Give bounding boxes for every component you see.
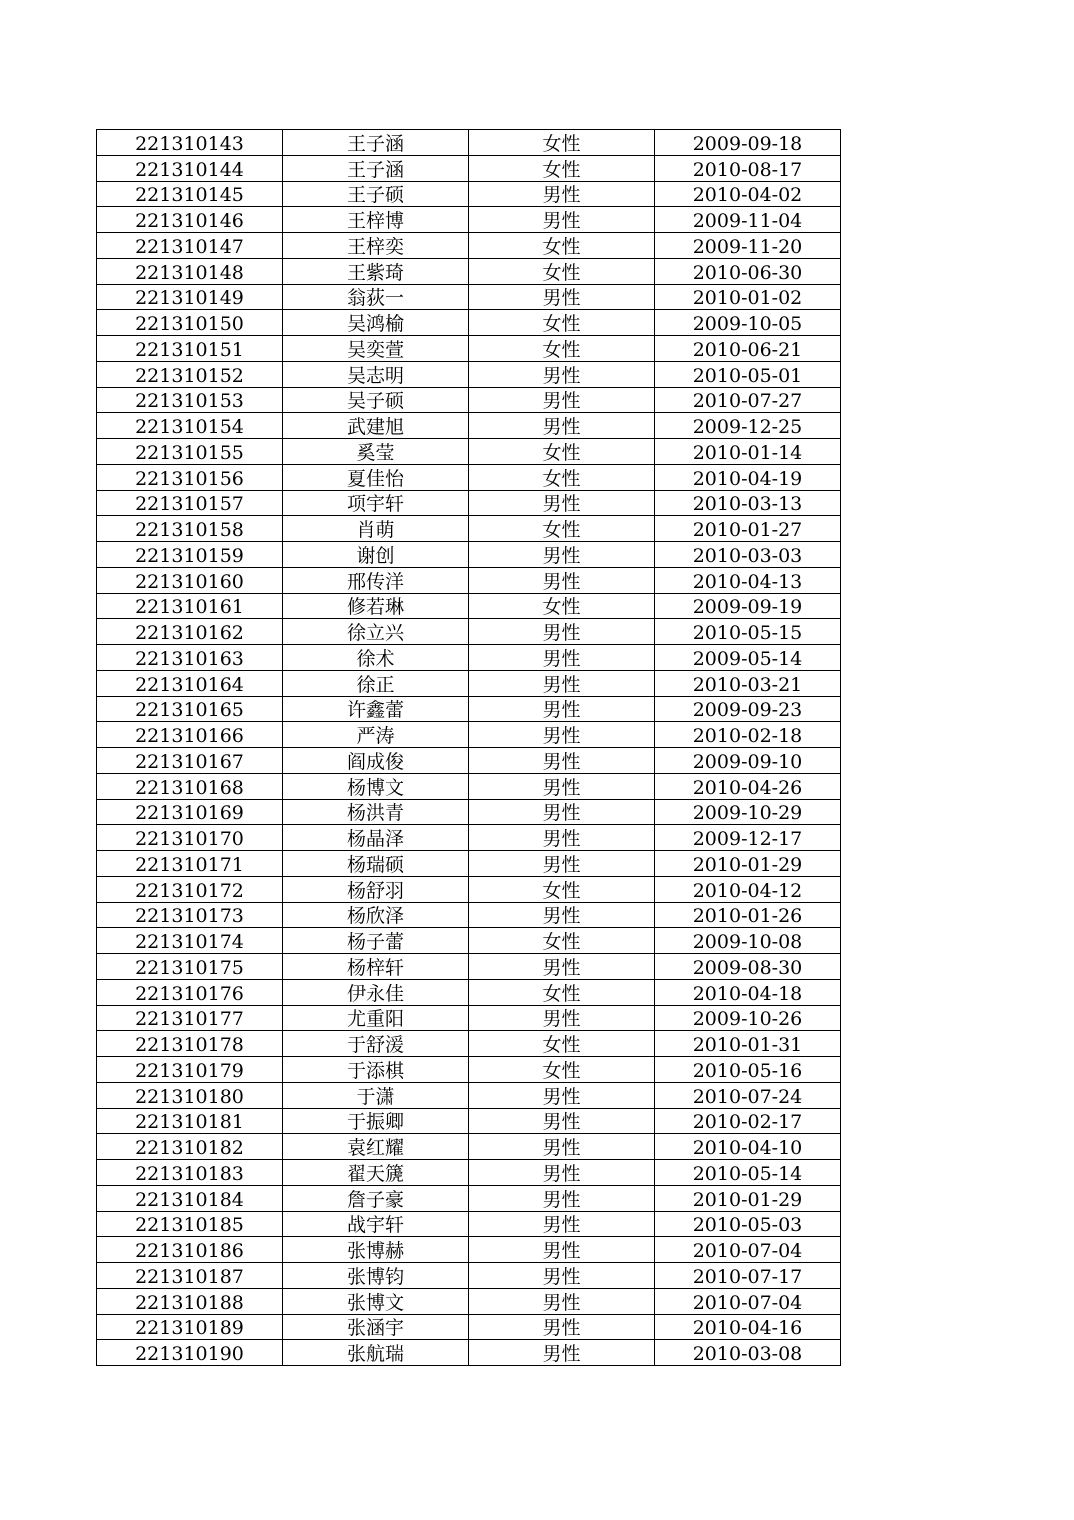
gender-cell: 女性 bbox=[469, 1057, 655, 1083]
birth-date-cell: 2010-04-10 bbox=[655, 1134, 841, 1160]
table-row bbox=[97, 1288, 841, 1314]
table-row bbox=[97, 748, 841, 774]
student-name-cell: 翁荻一 bbox=[283, 284, 469, 310]
birth-date-cell: 2010-02-18 bbox=[655, 722, 841, 748]
student-name-cell: 肖萌 bbox=[283, 516, 469, 542]
gender-cell: 男性 bbox=[469, 851, 655, 877]
table-row bbox=[97, 310, 841, 336]
table-row bbox=[97, 1005, 841, 1031]
birth-date-cell: 2009-10-05 bbox=[655, 310, 841, 336]
table-row bbox=[97, 207, 841, 233]
student-id-cell: 221310171 bbox=[97, 851, 283, 877]
student-name-cell: 于添棋 bbox=[283, 1057, 469, 1083]
table-row bbox=[97, 516, 841, 542]
birth-date-cell: 2009-05-14 bbox=[655, 645, 841, 671]
student-name-cell: 徐术 bbox=[283, 645, 469, 671]
birth-date-cell: 2010-07-24 bbox=[655, 1082, 841, 1108]
student-name-cell: 杨博文 bbox=[283, 773, 469, 799]
gender-cell: 女性 bbox=[469, 979, 655, 1005]
student-id-cell: 221310147 bbox=[97, 233, 283, 259]
student-name-cell: 奚莹 bbox=[283, 439, 469, 465]
student-name-cell: 王子涵 bbox=[283, 155, 469, 181]
birth-date-cell: 2009-11-04 bbox=[655, 207, 841, 233]
student-name-cell: 杨晶泽 bbox=[283, 825, 469, 851]
student-name-cell: 吴子硕 bbox=[283, 387, 469, 413]
student-name-cell: 王子涵 bbox=[283, 130, 469, 156]
birth-date-cell: 2009-10-26 bbox=[655, 1005, 841, 1031]
student-table bbox=[96, 129, 841, 1366]
gender-cell: 女性 bbox=[469, 928, 655, 954]
student-name-cell: 张航瑞 bbox=[283, 1340, 469, 1366]
gender-cell: 男性 bbox=[469, 619, 655, 645]
student-name-cell: 邢传洋 bbox=[283, 567, 469, 593]
birth-date-cell: 2010-03-08 bbox=[655, 1340, 841, 1366]
gender-cell: 女性 bbox=[469, 336, 655, 362]
student-name-cell: 王子硕 bbox=[283, 181, 469, 207]
birth-date-cell: 2009-08-30 bbox=[655, 954, 841, 980]
table-row bbox=[97, 696, 841, 722]
student-name-cell: 翟天篪 bbox=[283, 1160, 469, 1186]
student-id-cell: 221310184 bbox=[97, 1185, 283, 1211]
birth-date-cell: 2010-05-15 bbox=[655, 619, 841, 645]
table-row bbox=[97, 155, 841, 181]
gender-cell: 男性 bbox=[469, 1237, 655, 1263]
student-id-cell: 221310186 bbox=[97, 1237, 283, 1263]
birth-date-cell: 2009-09-19 bbox=[655, 593, 841, 619]
gender-cell: 男性 bbox=[469, 181, 655, 207]
student-name-cell: 谢创 bbox=[283, 542, 469, 568]
table-row bbox=[97, 1031, 841, 1057]
student-id-cell: 221310182 bbox=[97, 1134, 283, 1160]
gender-cell: 男性 bbox=[469, 1108, 655, 1134]
birth-date-cell: 2010-03-21 bbox=[655, 670, 841, 696]
student-name-cell: 武建旭 bbox=[283, 413, 469, 439]
student-name-cell: 王梓奕 bbox=[283, 233, 469, 259]
student-id-cell: 221310145 bbox=[97, 181, 283, 207]
table-row bbox=[97, 1263, 841, 1289]
student-id-cell: 221310170 bbox=[97, 825, 283, 851]
table-row bbox=[97, 464, 841, 490]
table-row bbox=[97, 645, 841, 671]
student-id-cell: 221310177 bbox=[97, 1005, 283, 1031]
student-id-cell: 221310179 bbox=[97, 1057, 283, 1083]
gender-cell: 男性 bbox=[469, 645, 655, 671]
birth-date-cell: 2009-10-29 bbox=[655, 799, 841, 825]
birth-date-cell: 2009-12-25 bbox=[655, 413, 841, 439]
student-name-cell: 杨欣泽 bbox=[283, 902, 469, 928]
gender-cell: 男性 bbox=[469, 1263, 655, 1289]
student-name-cell: 吴奕萱 bbox=[283, 336, 469, 362]
table-row bbox=[97, 387, 841, 413]
student-name-cell: 于潇 bbox=[283, 1082, 469, 1108]
student-table-body bbox=[97, 130, 841, 1366]
gender-cell: 男性 bbox=[469, 1314, 655, 1340]
student-name-cell: 张博文 bbox=[283, 1288, 469, 1314]
table-row bbox=[97, 902, 841, 928]
table-row bbox=[97, 336, 841, 362]
birth-date-cell: 2010-03-13 bbox=[655, 490, 841, 516]
birth-date-cell: 2010-07-04 bbox=[655, 1237, 841, 1263]
table-row bbox=[97, 1082, 841, 1108]
student-id-cell: 221310148 bbox=[97, 258, 283, 284]
student-name-cell: 杨子蕾 bbox=[283, 928, 469, 954]
gender-cell: 男性 bbox=[469, 413, 655, 439]
student-id-cell: 221310168 bbox=[97, 773, 283, 799]
birth-date-cell: 2010-07-17 bbox=[655, 1263, 841, 1289]
birth-date-cell: 2010-05-14 bbox=[655, 1160, 841, 1186]
student-id-cell: 221310149 bbox=[97, 284, 283, 310]
student-name-cell: 杨舒羽 bbox=[283, 876, 469, 902]
student-id-cell: 221310158 bbox=[97, 516, 283, 542]
student-name-cell: 张涵宇 bbox=[283, 1314, 469, 1340]
birth-date-cell: 2010-04-16 bbox=[655, 1314, 841, 1340]
student-name-cell: 杨梓轩 bbox=[283, 954, 469, 980]
gender-cell: 女性 bbox=[469, 1031, 655, 1057]
birth-date-cell: 2010-04-18 bbox=[655, 979, 841, 1005]
table-row bbox=[97, 593, 841, 619]
birth-date-cell: 2010-03-03 bbox=[655, 542, 841, 568]
student-id-cell: 221310173 bbox=[97, 902, 283, 928]
table-row bbox=[97, 567, 841, 593]
table-row bbox=[97, 542, 841, 568]
student-name-cell: 尤重阳 bbox=[283, 1005, 469, 1031]
table-row bbox=[97, 954, 841, 980]
gender-cell: 女性 bbox=[469, 155, 655, 181]
gender-cell: 男性 bbox=[469, 387, 655, 413]
table-row bbox=[97, 284, 841, 310]
student-id-cell: 221310165 bbox=[97, 696, 283, 722]
birth-date-cell: 2010-05-03 bbox=[655, 1211, 841, 1237]
student-id-cell: 221310163 bbox=[97, 645, 283, 671]
gender-cell: 男性 bbox=[469, 954, 655, 980]
table-row bbox=[97, 1237, 841, 1263]
birth-date-cell: 2010-01-27 bbox=[655, 516, 841, 542]
student-id-cell: 221310180 bbox=[97, 1082, 283, 1108]
gender-cell: 男性 bbox=[469, 1288, 655, 1314]
table-row bbox=[97, 1057, 841, 1083]
student-name-cell: 许鑫蕾 bbox=[283, 696, 469, 722]
gender-cell: 男性 bbox=[469, 1005, 655, 1031]
birth-date-cell: 2010-05-16 bbox=[655, 1057, 841, 1083]
student-id-cell: 221310151 bbox=[97, 336, 283, 362]
birth-date-cell: 2010-04-12 bbox=[655, 876, 841, 902]
birth-date-cell: 2010-06-21 bbox=[655, 336, 841, 362]
birth-date-cell: 2010-04-26 bbox=[655, 773, 841, 799]
table-row bbox=[97, 876, 841, 902]
student-name-cell: 夏佳怡 bbox=[283, 464, 469, 490]
student-id-cell: 221310156 bbox=[97, 464, 283, 490]
student-id-cell: 221310175 bbox=[97, 954, 283, 980]
table-row bbox=[97, 439, 841, 465]
table-row bbox=[97, 130, 841, 156]
student-id-cell: 221310143 bbox=[97, 130, 283, 156]
student-name-cell: 张博赫 bbox=[283, 1237, 469, 1263]
student-name-cell: 袁红耀 bbox=[283, 1134, 469, 1160]
table-row bbox=[97, 233, 841, 259]
birth-date-cell: 2010-04-19 bbox=[655, 464, 841, 490]
gender-cell: 女性 bbox=[469, 593, 655, 619]
student-name-cell: 于舒湲 bbox=[283, 1031, 469, 1057]
student-id-cell: 221310190 bbox=[97, 1340, 283, 1366]
birth-date-cell: 2010-01-14 bbox=[655, 439, 841, 465]
table-row bbox=[97, 1134, 841, 1160]
student-id-cell: 221310187 bbox=[97, 1263, 283, 1289]
student-id-cell: 221310155 bbox=[97, 439, 283, 465]
student-name-cell: 徐立兴 bbox=[283, 619, 469, 645]
table-row bbox=[97, 1211, 841, 1237]
birth-date-cell: 2010-07-27 bbox=[655, 387, 841, 413]
student-name-cell: 杨洪青 bbox=[283, 799, 469, 825]
student-name-cell: 战宇轩 bbox=[283, 1211, 469, 1237]
student-id-cell: 221310181 bbox=[97, 1108, 283, 1134]
gender-cell: 女性 bbox=[469, 464, 655, 490]
birth-date-cell: 2010-01-29 bbox=[655, 851, 841, 877]
table-row bbox=[97, 773, 841, 799]
table-row bbox=[97, 361, 841, 387]
student-id-cell: 221310169 bbox=[97, 799, 283, 825]
gender-cell: 男性 bbox=[469, 722, 655, 748]
table-row bbox=[97, 1108, 841, 1134]
table-row bbox=[97, 413, 841, 439]
student-name-cell: 詹子豪 bbox=[283, 1185, 469, 1211]
gender-cell: 女性 bbox=[469, 130, 655, 156]
student-id-cell: 221310146 bbox=[97, 207, 283, 233]
gender-cell: 男性 bbox=[469, 542, 655, 568]
student-id-cell: 221310162 bbox=[97, 619, 283, 645]
student-name-cell: 阎成俊 bbox=[283, 748, 469, 774]
table-row bbox=[97, 928, 841, 954]
gender-cell: 男性 bbox=[469, 1185, 655, 1211]
gender-cell: 女性 bbox=[469, 876, 655, 902]
gender-cell: 女性 bbox=[469, 516, 655, 542]
table-row bbox=[97, 490, 841, 516]
gender-cell: 男性 bbox=[469, 490, 655, 516]
birth-date-cell: 2010-02-17 bbox=[655, 1108, 841, 1134]
student-name-cell: 徐正 bbox=[283, 670, 469, 696]
student-id-cell: 221310153 bbox=[97, 387, 283, 413]
student-id-cell: 221310157 bbox=[97, 490, 283, 516]
student-name-cell: 王紫琦 bbox=[283, 258, 469, 284]
table-row bbox=[97, 851, 841, 877]
gender-cell: 男性 bbox=[469, 799, 655, 825]
gender-cell: 男性 bbox=[469, 1211, 655, 1237]
gender-cell: 男性 bbox=[469, 207, 655, 233]
gender-cell: 男性 bbox=[469, 1134, 655, 1160]
student-id-cell: 221310174 bbox=[97, 928, 283, 954]
birth-date-cell: 2010-01-31 bbox=[655, 1031, 841, 1057]
gender-cell: 男性 bbox=[469, 902, 655, 928]
gender-cell: 男性 bbox=[469, 825, 655, 851]
student-id-cell: 221310188 bbox=[97, 1288, 283, 1314]
student-id-cell: 221310178 bbox=[97, 1031, 283, 1057]
table-row bbox=[97, 258, 841, 284]
student-id-cell: 221310159 bbox=[97, 542, 283, 568]
gender-cell: 男性 bbox=[469, 1160, 655, 1186]
birth-date-cell: 2010-01-29 bbox=[655, 1185, 841, 1211]
table-row bbox=[97, 1340, 841, 1366]
table-row bbox=[97, 825, 841, 851]
student-name-cell: 修若琳 bbox=[283, 593, 469, 619]
birth-date-cell: 2009-09-10 bbox=[655, 748, 841, 774]
student-name-cell: 杨瑞硕 bbox=[283, 851, 469, 877]
student-id-cell: 221310150 bbox=[97, 310, 283, 336]
student-name-cell: 张博钧 bbox=[283, 1263, 469, 1289]
student-id-cell: 221310154 bbox=[97, 413, 283, 439]
birth-date-cell: 2010-07-04 bbox=[655, 1288, 841, 1314]
student-name-cell: 严涛 bbox=[283, 722, 469, 748]
student-name-cell: 吴鸿榆 bbox=[283, 310, 469, 336]
gender-cell: 女性 bbox=[469, 439, 655, 465]
student-id-cell: 221310172 bbox=[97, 876, 283, 902]
birth-date-cell: 2009-09-23 bbox=[655, 696, 841, 722]
birth-date-cell: 2009-12-17 bbox=[655, 825, 841, 851]
birth-date-cell: 2009-09-18 bbox=[655, 130, 841, 156]
student-id-cell: 221310166 bbox=[97, 722, 283, 748]
birth-date-cell: 2009-10-08 bbox=[655, 928, 841, 954]
gender-cell: 男性 bbox=[469, 361, 655, 387]
table-row bbox=[97, 979, 841, 1005]
student-id-cell: 221310185 bbox=[97, 1211, 283, 1237]
gender-cell: 男性 bbox=[469, 696, 655, 722]
student-id-cell: 221310189 bbox=[97, 1314, 283, 1340]
gender-cell: 男性 bbox=[469, 1082, 655, 1108]
student-id-cell: 221310176 bbox=[97, 979, 283, 1005]
birth-date-cell: 2009-11-20 bbox=[655, 233, 841, 259]
student-id-cell: 221310183 bbox=[97, 1160, 283, 1186]
birth-date-cell: 2010-01-02 bbox=[655, 284, 841, 310]
student-id-cell: 221310161 bbox=[97, 593, 283, 619]
table-row bbox=[97, 722, 841, 748]
student-id-cell: 221310160 bbox=[97, 567, 283, 593]
birth-date-cell: 2010-01-26 bbox=[655, 902, 841, 928]
gender-cell: 男性 bbox=[469, 567, 655, 593]
gender-cell: 男性 bbox=[469, 773, 655, 799]
student-id-cell: 221310164 bbox=[97, 670, 283, 696]
birth-date-cell: 2010-04-13 bbox=[655, 567, 841, 593]
gender-cell: 女性 bbox=[469, 233, 655, 259]
birth-date-cell: 2010-06-30 bbox=[655, 258, 841, 284]
birth-date-cell: 2010-04-02 bbox=[655, 181, 841, 207]
student-name-cell: 吴志明 bbox=[283, 361, 469, 387]
table-row bbox=[97, 799, 841, 825]
gender-cell: 男性 bbox=[469, 284, 655, 310]
birth-date-cell: 2010-05-01 bbox=[655, 361, 841, 387]
table-row bbox=[97, 1160, 841, 1186]
student-id-cell: 221310144 bbox=[97, 155, 283, 181]
table-row bbox=[97, 1185, 841, 1211]
student-name-cell: 于振卿 bbox=[283, 1108, 469, 1134]
table-row bbox=[97, 181, 841, 207]
student-id-cell: 221310167 bbox=[97, 748, 283, 774]
table-row bbox=[97, 619, 841, 645]
student-name-cell: 伊永佳 bbox=[283, 979, 469, 1005]
gender-cell: 男性 bbox=[469, 670, 655, 696]
student-name-cell: 项宇轩 bbox=[283, 490, 469, 516]
table-row bbox=[97, 670, 841, 696]
birth-date-cell: 2010-08-17 bbox=[655, 155, 841, 181]
gender-cell: 女性 bbox=[469, 258, 655, 284]
gender-cell: 男性 bbox=[469, 748, 655, 774]
table-row bbox=[97, 1314, 841, 1340]
gender-cell: 男性 bbox=[469, 1340, 655, 1366]
student-name-cell: 王梓博 bbox=[283, 207, 469, 233]
gender-cell: 女性 bbox=[469, 310, 655, 336]
student-id-cell: 221310152 bbox=[97, 361, 283, 387]
